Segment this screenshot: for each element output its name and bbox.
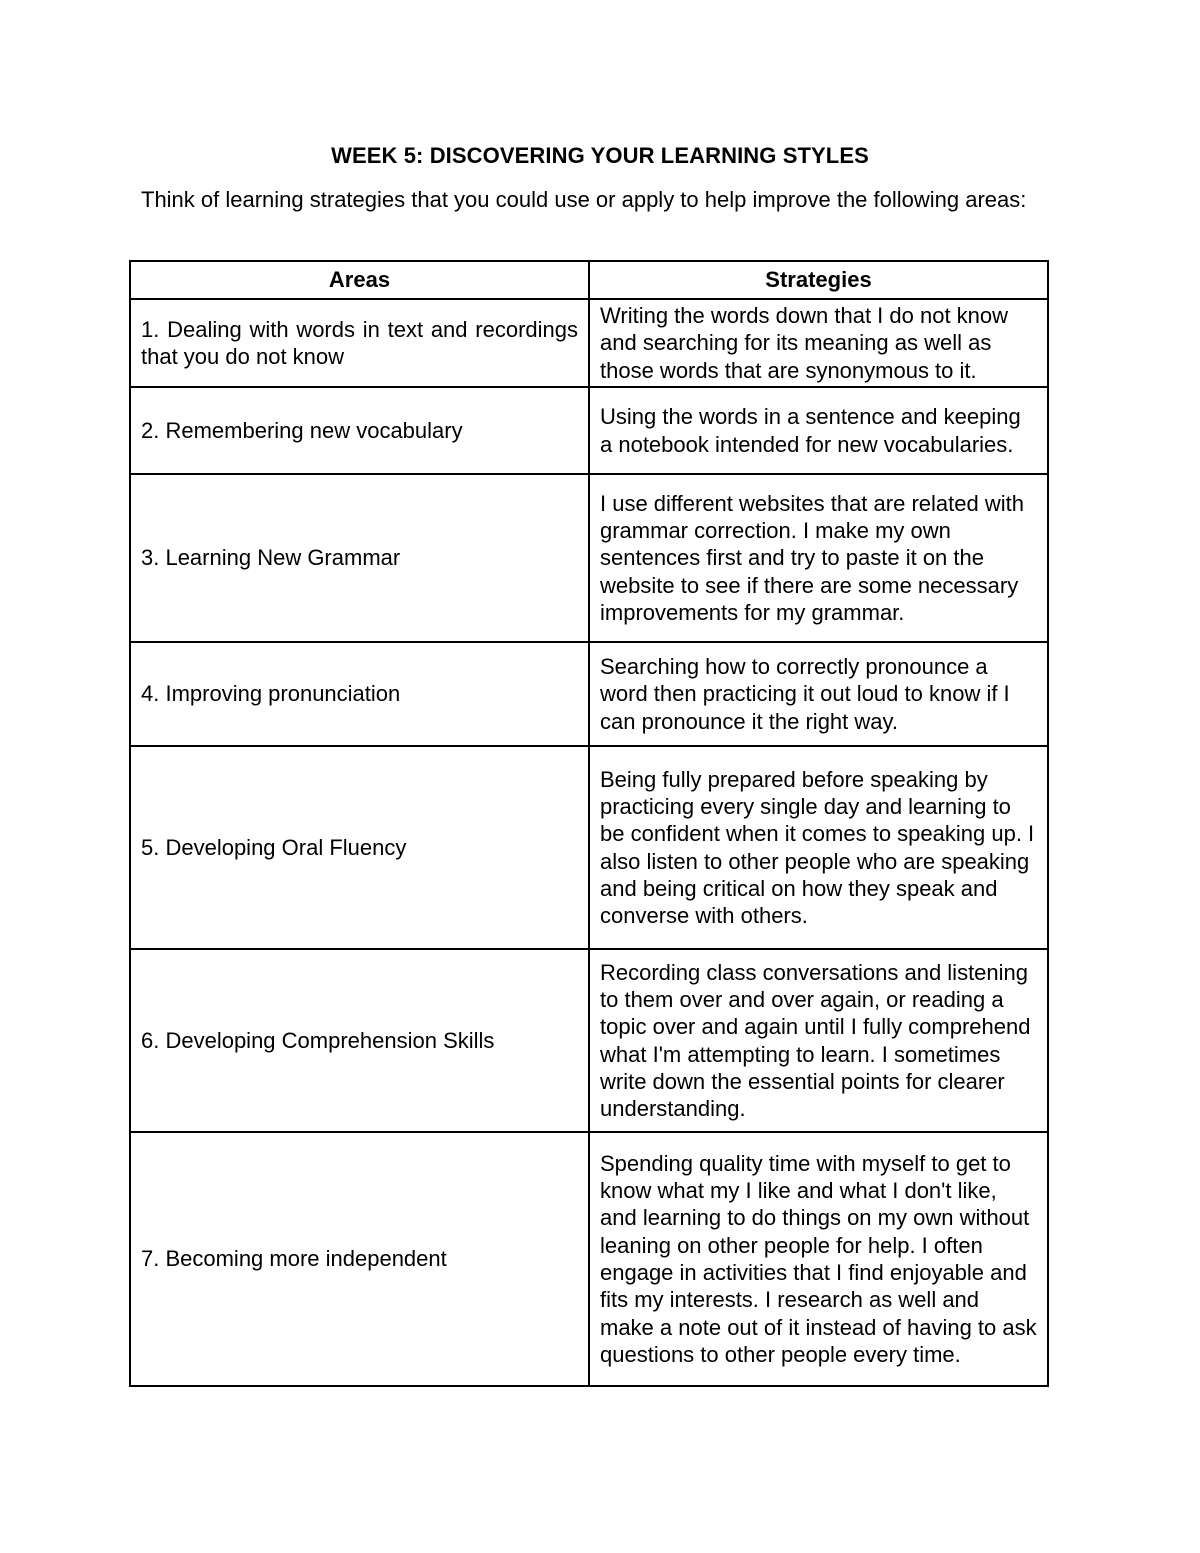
learning-strategies-table — [129, 260, 1049, 1387]
table-row — [130, 1132, 1048, 1386]
area-cell: 7. Becoming more independent — [130, 1132, 589, 1386]
table-header-row — [130, 261, 1048, 299]
area-cell: 5. Developing Oral Fluency — [130, 746, 589, 949]
area-cell: 3. Learning New Grammar — [130, 474, 589, 642]
table-row — [130, 642, 1048, 746]
instructions-text: Think of learning strategies that you could use or apply to help improve the following areas: — [141, 187, 1027, 212]
table-row — [130, 949, 1048, 1132]
strategy-cell: Spending quality time with myself to get to know what my I like and what I don't like, and learning to do things on my own without leaning on other people for help. I often engage in activities that I find enjoyable and fits my interests. I research as well and make a note out of it instead of having to ask questions to other people every time. — [589, 1132, 1048, 1386]
strategy-cell: Recording class conversations and listening to them over and over again, or reading a topic over and again until I fully comprehend what I'm attempting to learn. I sometimes write down the essential points for clearer understanding. — [589, 949, 1048, 1132]
area-cell: 2. Remembering new vocabulary — [130, 387, 589, 474]
strategy-cell: Searching how to correctly pronounce a word then practicing it out loud to know if I can pronounce it the right way. — [589, 642, 1048, 746]
strategy-cell: I use different websites that are related with grammar correction. I make my own sentences first and try to paste it on the website to see if there are some necessary improvements for my grammar. — [589, 474, 1048, 642]
table-row — [130, 746, 1048, 949]
header-strategies: Strategies — [589, 261, 1048, 299]
header-areas: Areas — [130, 261, 589, 299]
area-cell: 4. Improving pronunciation — [130, 642, 589, 746]
table-row — [130, 299, 1048, 387]
area-cell: 6. Developing Comprehension Skills — [130, 949, 589, 1132]
document-title: WEEK 5: DISCOVERING YOUR LEARNING STYLES — [331, 143, 869, 168]
strategy-cell: Writing the words down that I do not know and searching for its meaning as well as those words that are synonymous to it. — [589, 299, 1048, 387]
table-row — [130, 474, 1048, 642]
table-row — [130, 387, 1048, 474]
strategy-cell: Using the words in a sentence and keeping a notebook intended for new vocabularies. — [589, 387, 1048, 474]
area-cell: 1. Dealing with words in text and recordings that you do not know — [130, 299, 589, 387]
strategy-cell: Being fully prepared before speaking by practicing every single day and learning to be confident when it comes to speaking up. I also listen to other people who are speaking and being critical on how they speak and converse with others. — [589, 746, 1048, 949]
